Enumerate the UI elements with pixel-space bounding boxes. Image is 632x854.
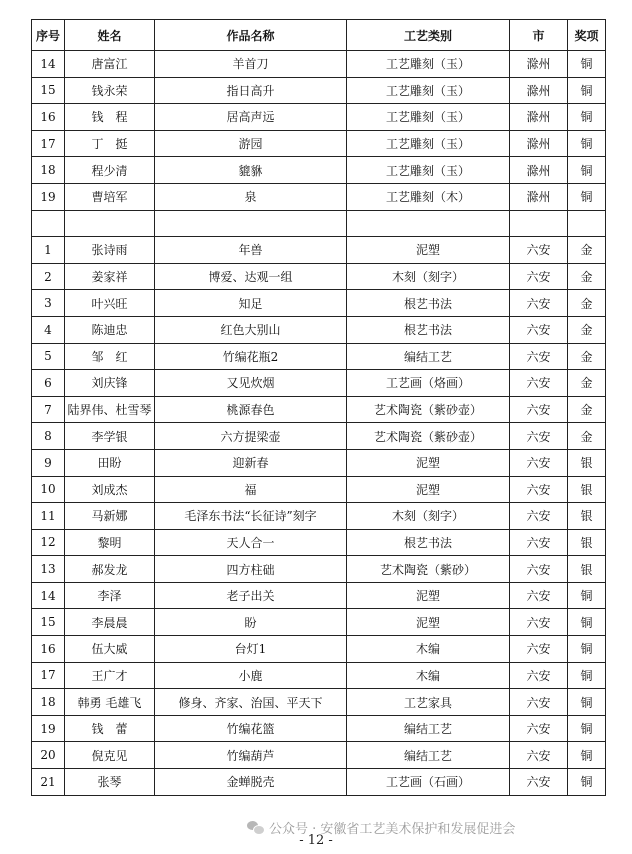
header-no: 序号 [32, 20, 65, 51]
cell-award: 铜 [568, 183, 606, 210]
cell-no: 3 [32, 290, 65, 317]
table-row [32, 609, 606, 636]
cell-award: 铜 [568, 157, 606, 184]
cell-award: 铜 [568, 609, 606, 636]
empty-cell [155, 210, 347, 237]
cell-work: 桃源春色 [155, 396, 347, 423]
cell-name: 李学银 [65, 423, 155, 450]
cell-award: 铜 [568, 77, 606, 104]
cell-award: 铜 [568, 130, 606, 157]
cell-award: 金 [568, 370, 606, 397]
cell-award: 金 [568, 316, 606, 343]
cell-category: 工艺雕刻（玉） [347, 157, 510, 184]
cell-no: 21 [32, 769, 65, 796]
cell-name: 韩勇 毛雄飞 [65, 689, 155, 716]
table-row [32, 582, 606, 609]
table-row [32, 51, 606, 78]
cell-award: 银 [568, 449, 606, 476]
cell-work: 居高声远 [155, 104, 347, 131]
table-row [32, 556, 606, 583]
cell-category: 编结工艺 [347, 742, 510, 769]
empty-cell [65, 210, 155, 237]
cell-name: 马新娜 [65, 503, 155, 530]
cell-city: 六安 [510, 689, 568, 716]
cell-name: 钱 程 [65, 104, 155, 131]
table-row [32, 476, 606, 503]
cell-city: 六安 [510, 316, 568, 343]
cell-work: 天人合一 [155, 529, 347, 556]
cell-no: 4 [32, 316, 65, 343]
cell-no: 2 [32, 263, 65, 290]
cell-category: 根艺书法 [347, 316, 510, 343]
cell-no: 18 [32, 689, 65, 716]
cell-name: 李泽 [65, 582, 155, 609]
cell-name: 黎明 [65, 529, 155, 556]
table-row [32, 769, 606, 796]
cell-no: 18 [32, 157, 65, 184]
cell-no: 14 [32, 51, 65, 78]
awards-table [31, 19, 606, 796]
cell-category: 根艺书法 [347, 290, 510, 317]
cell-award: 金 [568, 290, 606, 317]
cell-work: 竹编花篮 [155, 715, 347, 742]
cell-name: 丁 挺 [65, 130, 155, 157]
cell-category: 泥塑 [347, 449, 510, 476]
cell-award: 银 [568, 556, 606, 583]
cell-city: 六安 [510, 503, 568, 530]
table-row [32, 316, 606, 343]
cell-category: 艺术陶瓷（紫砂壶） [347, 423, 510, 450]
table-header-row [32, 20, 606, 51]
cell-city: 滁州 [510, 183, 568, 210]
cell-award: 铜 [568, 715, 606, 742]
cell-category: 艺术陶瓷（紫砂壶） [347, 396, 510, 423]
cell-award: 铜 [568, 742, 606, 769]
cell-category: 泥塑 [347, 476, 510, 503]
cell-work: 又见炊烟 [155, 370, 347, 397]
table-row [32, 130, 606, 157]
cell-category: 泥塑 [347, 582, 510, 609]
page-number: - 12 - [299, 833, 333, 848]
table-row [32, 689, 606, 716]
cell-no: 15 [32, 609, 65, 636]
cell-work: 知足 [155, 290, 347, 317]
header-award: 奖项 [568, 20, 606, 51]
cell-award: 金 [568, 396, 606, 423]
cell-award: 铜 [568, 582, 606, 609]
table-row [32, 157, 606, 184]
cell-work: 台灯1 [155, 636, 347, 663]
empty-cell [510, 210, 568, 237]
cell-work: 红色大别山 [155, 316, 347, 343]
cell-category: 编结工艺 [347, 715, 510, 742]
cell-category: 工艺家具 [347, 689, 510, 716]
cell-category: 艺术陶瓷（紫砂） [347, 556, 510, 583]
cell-work: 福 [155, 476, 347, 503]
cell-award: 铜 [568, 636, 606, 663]
cell-category: 编结工艺 [347, 343, 510, 370]
cell-city: 六安 [510, 423, 568, 450]
table-row [32, 742, 606, 769]
empty-cell [32, 210, 65, 237]
cell-name: 张琴 [65, 769, 155, 796]
cell-work: 指日高升 [155, 77, 347, 104]
cell-name: 刘成杰 [65, 476, 155, 503]
header-name: 姓名 [65, 20, 155, 51]
cell-city: 六安 [510, 237, 568, 264]
table-row [32, 529, 606, 556]
cell-category: 工艺雕刻（玉） [347, 130, 510, 157]
empty-cell [347, 210, 510, 237]
cell-category: 工艺雕刻（玉） [347, 51, 510, 78]
cell-work: 竹编葫芦 [155, 742, 347, 769]
cell-work: 金蝉脱壳 [155, 769, 347, 796]
cell-work: 老子出关 [155, 582, 347, 609]
table-row [32, 104, 606, 131]
cell-no: 7 [32, 396, 65, 423]
cell-work: 小鹿 [155, 662, 347, 689]
cell-work: 游园 [155, 130, 347, 157]
cell-no: 5 [32, 343, 65, 370]
cell-city: 六安 [510, 290, 568, 317]
cell-no: 17 [32, 130, 65, 157]
cell-name: 叶兴旺 [65, 290, 155, 317]
cell-category: 木编 [347, 636, 510, 663]
cell-no: 9 [32, 449, 65, 476]
cell-award: 银 [568, 503, 606, 530]
cell-city: 六安 [510, 742, 568, 769]
table-row [32, 237, 606, 264]
cell-award: 金 [568, 423, 606, 450]
cell-name: 王广才 [65, 662, 155, 689]
header-city: 市 [510, 20, 568, 51]
table-row [32, 636, 606, 663]
cell-city: 六安 [510, 662, 568, 689]
cell-no: 14 [32, 582, 65, 609]
cell-city: 六安 [510, 449, 568, 476]
watermark-text: 公众号 · 安徽省工艺美术保护和发展促进会 [269, 822, 516, 837]
cell-name: 曹培军 [65, 183, 155, 210]
header-work: 作品名称 [155, 20, 347, 51]
cell-city: 六安 [510, 476, 568, 503]
cell-city: 六安 [510, 396, 568, 423]
table-body [32, 51, 606, 796]
cell-name: 倪克见 [65, 742, 155, 769]
table-row [32, 343, 606, 370]
table-row [32, 662, 606, 689]
cell-work: 六方提梁壶 [155, 423, 347, 450]
cell-city: 滁州 [510, 130, 568, 157]
cell-no: 6 [32, 370, 65, 397]
cell-award: 金 [568, 237, 606, 264]
cell-category: 木刻（刻字） [347, 263, 510, 290]
cell-no: 20 [32, 742, 65, 769]
cell-no: 13 [32, 556, 65, 583]
cell-name: 钱永荣 [65, 77, 155, 104]
cell-city: 六安 [510, 370, 568, 397]
cell-work: 年兽 [155, 237, 347, 264]
table-row [32, 263, 606, 290]
cell-work: 修身、齐家、治国、平天下 [155, 689, 347, 716]
table-row [32, 290, 606, 317]
table-row [32, 396, 606, 423]
cell-name: 陈迪忠 [65, 316, 155, 343]
table-row [32, 449, 606, 476]
cell-city: 六安 [510, 343, 568, 370]
cell-category: 根艺书法 [347, 529, 510, 556]
cell-city: 滁州 [510, 77, 568, 104]
cell-category: 木刻（刻字） [347, 503, 510, 530]
cell-name: 邹 红 [65, 343, 155, 370]
cell-no: 17 [32, 662, 65, 689]
cell-name: 张诗雨 [65, 237, 155, 264]
cell-category: 泥塑 [347, 609, 510, 636]
cell-city: 滁州 [510, 104, 568, 131]
cell-award: 铜 [568, 104, 606, 131]
cell-city: 六安 [510, 636, 568, 663]
cell-award: 铜 [568, 662, 606, 689]
cell-category: 泥塑 [347, 237, 510, 264]
cell-name: 刘庆锋 [65, 370, 155, 397]
cell-name: 田盼 [65, 449, 155, 476]
table-row [32, 715, 606, 742]
cell-no: 19 [32, 715, 65, 742]
cell-no: 19 [32, 183, 65, 210]
cell-name: 李晨晨 [65, 609, 155, 636]
cell-city: 六安 [510, 529, 568, 556]
cell-award: 金 [568, 343, 606, 370]
table-row [32, 503, 606, 530]
table-row [32, 183, 606, 210]
empty-cell [568, 210, 606, 237]
cell-name: 程少清 [65, 157, 155, 184]
cell-work: 四方柱础 [155, 556, 347, 583]
cell-no: 15 [32, 77, 65, 104]
table-row [32, 77, 606, 104]
cell-no: 8 [32, 423, 65, 450]
cell-category: 工艺雕刻（玉） [347, 77, 510, 104]
table-row [32, 423, 606, 450]
cell-no: 11 [32, 503, 65, 530]
cell-work: 迎新春 [155, 449, 347, 476]
cell-city: 六安 [510, 609, 568, 636]
cell-no: 1 [32, 237, 65, 264]
cell-city: 六安 [510, 582, 568, 609]
cell-award: 铜 [568, 769, 606, 796]
cell-city: 滁州 [510, 157, 568, 184]
separator-row [32, 210, 606, 237]
cell-work: 羊首刀 [155, 51, 347, 78]
cell-no: 10 [32, 476, 65, 503]
cell-category: 工艺雕刻（木） [347, 183, 510, 210]
cell-award: 铜 [568, 51, 606, 78]
cell-category: 工艺雕刻（玉） [347, 104, 510, 131]
cell-award: 金 [568, 263, 606, 290]
cell-name: 伍大威 [65, 636, 155, 663]
cell-no: 12 [32, 529, 65, 556]
cell-city: 六安 [510, 556, 568, 583]
cell-name: 钱 蕾 [65, 715, 155, 742]
cell-award: 银 [568, 476, 606, 503]
cell-award: 铜 [568, 689, 606, 716]
cell-work: 貔貅 [155, 157, 347, 184]
cell-name: 唐富江 [65, 51, 155, 78]
cell-work: 博爱、达观一组 [155, 263, 347, 290]
cell-no: 16 [32, 636, 65, 663]
cell-city: 六安 [510, 715, 568, 742]
cell-name: 姜家祥 [65, 263, 155, 290]
cell-name: 郝发龙 [65, 556, 155, 583]
cell-city: 六安 [510, 769, 568, 796]
cell-category: 工艺画（石画） [347, 769, 510, 796]
cell-category: 木编 [347, 662, 510, 689]
cell-work: 竹编花瓶2 [155, 343, 347, 370]
cell-no: 16 [32, 104, 65, 131]
cell-city: 六安 [510, 263, 568, 290]
cell-work: 泉 [155, 183, 347, 210]
cell-category: 工艺画（烙画） [347, 370, 510, 397]
table-row [32, 370, 606, 397]
cell-award: 银 [568, 529, 606, 556]
header-category: 工艺类别 [347, 20, 510, 51]
cell-work: 盼 [155, 609, 347, 636]
cell-work: 毛泽东书法“长征诗”刻字 [155, 503, 347, 530]
cell-city: 滁州 [510, 51, 568, 78]
cell-name: 陆界伟、杜雪琴 [65, 396, 155, 423]
